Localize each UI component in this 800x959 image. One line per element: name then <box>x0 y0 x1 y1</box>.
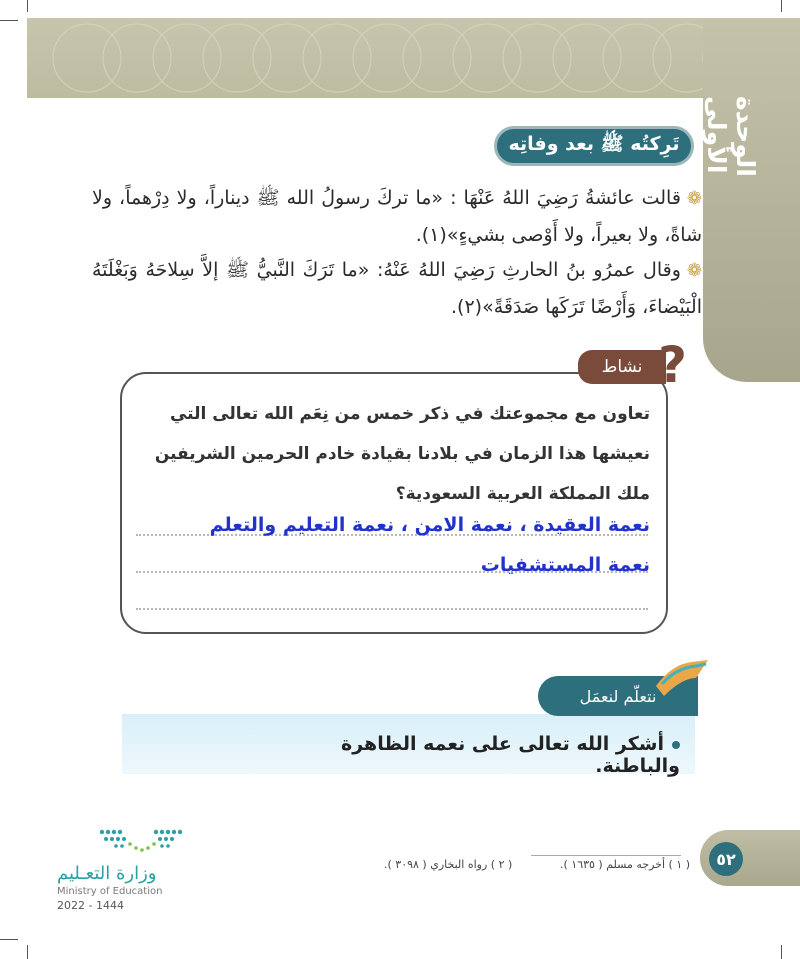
book-icon <box>652 656 712 700</box>
activity-tag: نشاط <box>578 350 666 384</box>
ministry-logo-icon <box>96 826 192 858</box>
learn-sentence: أشكر الله تعالى على نعمه الظاهرة والباطنة. <box>341 733 680 777</box>
unit-label: الوحدة الأولى <box>702 96 760 177</box>
paragraph-text: وقال عمرُو بنُ الحارثِ رَضِيَ اللهُ عَنْهُ: «ما تَرَكَ النَّبيُّ ﷺ إلاَّ سِلاحَهُ وَبَغْلَتَهُ الْبَيْضاءَ، وَأَرْضًا تَرَكَها صَدَقَةً»(٢). <box>92 259 702 318</box>
ministry-name-ar: وزارة التعـليم <box>57 863 157 884</box>
paragraph-aisha <box>92 180 702 253</box>
page-number: ٥٢ <box>709 842 743 876</box>
handwritten-answer: نعمة المستشفيات <box>480 554 650 576</box>
crop-mark <box>27 945 28 959</box>
pattern-decoration <box>27 18 800 98</box>
crop-mark <box>0 939 18 940</box>
footnote-1: ( ١ ) أخرجه مسلم ( ١٦٣٥ ). <box>560 858 691 871</box>
crop-mark <box>27 0 28 12</box>
ministry-name-en: Ministry of Education <box>57 886 163 897</box>
handwritten-answer: نعمة العقيدة ، نعمة الامن ، نعمة التعليم والتعلم <box>209 514 650 536</box>
learn-text <box>300 733 680 777</box>
flower-icon: ❁ <box>686 188 702 209</box>
ministry-year: 2022 - 1444 <box>57 899 124 912</box>
paragraph-text: قالت عائشةُ رَضِيَ اللهُ عَنْهَا : «ما تركَ رسولُ الله ﷺ ديناراً، ولا دِرْهماً، ولا شاةً، ولا بعيراً، ولا أَوْصى بشيءٍ»(١). <box>92 187 702 246</box>
footnote-2: ( ٢ ) رواه البخاري ( ٣٠٩٨ ). <box>384 858 513 871</box>
learn-tag: نتعلّم لنعمَل <box>538 676 698 716</box>
answer-line <box>136 608 648 610</box>
paragraph-amr <box>92 252 702 325</box>
crop-mark <box>781 0 782 12</box>
flower-icon: ❁ <box>686 260 702 281</box>
crop-mark <box>781 945 782 959</box>
section-title: تَرِكتُه ﷺ بعد وفاتِه <box>494 126 694 166</box>
question-mark-icon: ? <box>658 336 688 394</box>
header-band <box>27 18 800 98</box>
bullet-icon <box>672 741 680 749</box>
crop-mark <box>0 20 18 21</box>
footnote-rule <box>531 855 681 856</box>
activity-question: تعاون مع مجموعتك في ذكر خمس من نِعَم الله تعالى التي نعيشها هذا الزمان في بلادنا بقيادة خادم الحرمين الشريفين ملك المملكة العربية السعودية؟ <box>154 404 650 504</box>
